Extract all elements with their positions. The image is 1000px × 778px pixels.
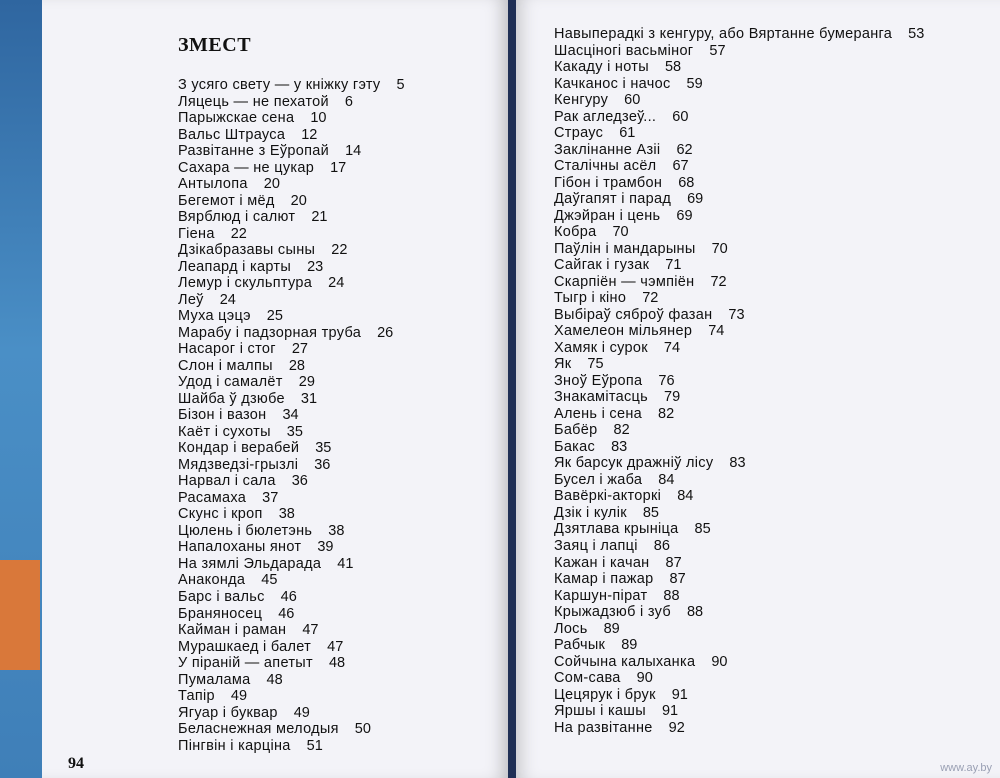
- toc-entry-page: 12: [301, 126, 318, 143]
- toc-entry-page: 74: [708, 323, 725, 340]
- toc-entry-page: 50: [354, 721, 371, 738]
- toc-entry-title: Каршун-пірат: [554, 587, 648, 604]
- toc-entry-page: 84: [658, 471, 675, 488]
- toc-entry-page: 61: [619, 125, 636, 142]
- toc-entry: [554, 637, 924, 654]
- toc-entry: [554, 175, 924, 192]
- toc-entry-title: Вярблюд і салют: [178, 209, 296, 226]
- toc-entry-page: 88: [663, 587, 680, 604]
- toc-entry: [554, 109, 924, 126]
- toc-entry: [554, 439, 924, 456]
- toc-entry-page: 47: [327, 638, 344, 655]
- toc-entry-page: 86: [653, 537, 670, 554]
- toc-entry-title: Какаду і ноты: [554, 59, 649, 76]
- toc-entry-title: Удод і самалёт: [178, 374, 283, 391]
- toc-entry: [178, 242, 405, 259]
- toc-entry-title: Кобра: [554, 224, 597, 241]
- toc-entry: [178, 391, 405, 408]
- toc-entry: [178, 473, 405, 490]
- toc-entry-title: Навыперадкі з кенгуру, або Вяртанне бумеранга: [554, 26, 893, 42]
- toc-entry-page: 46: [278, 605, 295, 622]
- toc-entry: [554, 687, 924, 704]
- toc-entry-title: Беласнежная мелодыя: [178, 721, 339, 738]
- toc-entry-page: 68: [678, 174, 695, 191]
- toc-entry-page: 28: [288, 357, 305, 374]
- toc-entry: [178, 226, 405, 243]
- toc-entry-page: 76: [658, 372, 675, 389]
- toc-entry-title: Расамаха: [178, 489, 247, 506]
- toc-entry-title: Мурашкаед і балет: [178, 638, 312, 655]
- toc-entry-title: Як: [554, 356, 572, 373]
- toc-entry-title: Знакамітасць: [554, 389, 648, 406]
- toc-entry: [178, 556, 405, 573]
- toc-entry: [178, 506, 405, 523]
- toc-entry-title: Кайман і раман: [178, 622, 287, 639]
- page-number: 94: [68, 755, 84, 772]
- toc-entry: [554, 422, 924, 439]
- toc-entry-title: Бусел і жаба: [554, 471, 643, 488]
- toc-entry-page: 70: [612, 224, 629, 241]
- toc-entry: [178, 193, 405, 210]
- toc-entry: [554, 455, 924, 472]
- toc-entry-title: Браняносец: [178, 605, 263, 622]
- toc-entry: [178, 688, 405, 705]
- toc-entry-page: 82: [658, 405, 675, 422]
- toc-entry: [554, 274, 924, 291]
- toc-entry-page: 48: [328, 655, 346, 672]
- toc-entry-page: 38: [328, 522, 345, 539]
- toc-entry-title: Насарог і стог: [178, 341, 276, 358]
- toc-entry-page: 46: [280, 588, 297, 605]
- toc-entry: [554, 654, 924, 671]
- toc-entry-title: Скунс і кроп: [178, 506, 263, 523]
- toc-entry-page: 92: [668, 719, 685, 736]
- toc-entry: [178, 209, 405, 226]
- toc-entry: [178, 275, 405, 292]
- toc-right-list: [554, 26, 924, 736]
- toc-entry-title: Сом-сава: [554, 670, 621, 687]
- toc-entry: [554, 76, 924, 93]
- toc-entry: [178, 94, 405, 111]
- toc-entry-page: 27: [291, 341, 308, 358]
- toc-entry-page: 70: [711, 240, 728, 257]
- toc-entry: [554, 356, 924, 373]
- toc-entry: [554, 125, 924, 142]
- toc-entry-page: 87: [665, 554, 682, 571]
- toc-entry-page: 91: [671, 686, 688, 703]
- toc-entry-title: Кажан і качан: [554, 554, 650, 571]
- toc-entry-page: 85: [642, 504, 659, 521]
- toc-entry-page: 72: [710, 273, 727, 290]
- toc-entry-title: Леапард і карты: [178, 258, 292, 275]
- toc-entry: [178, 721, 405, 738]
- toc-entry: [554, 521, 924, 538]
- toc-entry-title: Скарпіён — чэмпіён: [554, 273, 695, 290]
- toc-entry: [178, 176, 405, 193]
- toc-entry-page: 24: [219, 291, 236, 308]
- toc-entry-title: Цюлень і бюлетэнь: [178, 522, 313, 539]
- toc-entry-page: 90: [636, 670, 653, 687]
- toc-entry-title: Гібон і трамбон: [554, 174, 663, 191]
- toc-entry: [178, 292, 405, 309]
- toc-entry-title: На развітанне: [554, 719, 653, 736]
- toc-entry-page: 59: [686, 75, 703, 92]
- toc-entry-title: Сталічны асёл: [554, 158, 657, 175]
- watermark: www.ay.by: [940, 762, 992, 774]
- toc-entry-page: 69: [687, 191, 704, 208]
- toc-entry: [554, 472, 924, 489]
- toc-entry-page: 60: [672, 108, 689, 125]
- toc-entry-title: Дзятлава крыніца: [554, 521, 679, 538]
- toc-entry: [554, 241, 924, 258]
- toc-entry-page: 20: [263, 176, 280, 193]
- toc-entry-title: Камар і пажар: [554, 571, 654, 588]
- toc-entry: [554, 389, 924, 406]
- toc-entry-title: Тыгр і кіно: [554, 290, 627, 307]
- toc-entry-title: На зямлі Эльдарада: [178, 555, 322, 572]
- toc-entry-page: 10: [310, 110, 327, 127]
- toc-entry: [554, 670, 924, 687]
- toc-entry: [554, 488, 924, 505]
- toc-entry: [178, 639, 405, 656]
- toc-entry-title: Антылопа: [178, 176, 248, 193]
- toc-entry-page: 73: [728, 306, 745, 323]
- toc-entry: [554, 703, 924, 720]
- toc-entry-page: 82: [613, 422, 630, 439]
- toc-entry: [554, 26, 924, 43]
- toc-entry: [178, 374, 405, 391]
- toc-entry: [178, 672, 405, 689]
- toc-entry-page: 38: [278, 506, 295, 523]
- toc-entry-page: 57: [709, 42, 726, 59]
- toc-entry-title: Кенгуру: [554, 92, 609, 109]
- toc-entry-title: Бегемот і мёд: [178, 192, 275, 209]
- toc-entry-page: 36: [314, 456, 331, 473]
- toc-entry-page: 53: [908, 26, 925, 42]
- toc-entry: [178, 705, 405, 722]
- toc-entry-page: 39: [317, 539, 334, 556]
- toc-entry-title: Паўлін і мандарыны: [554, 240, 696, 257]
- toc-entry-page: 21: [311, 209, 328, 226]
- toc-entry-page: 37: [262, 489, 279, 506]
- toc-entry-title: Шасціногі васьміног: [554, 42, 694, 59]
- toc-entry: [178, 589, 405, 606]
- toc-entry-title: Дзік і кулік: [554, 504, 627, 521]
- toc-entry-page: 67: [672, 158, 689, 175]
- toc-entry-page: 41: [337, 555, 354, 572]
- toc-entry: [554, 588, 924, 605]
- toc-entry-title: Лось: [554, 620, 588, 637]
- book-gutter: [508, 0, 516, 778]
- toc-entry-page: 24: [328, 275, 345, 292]
- cover-orange-stripe: [0, 560, 40, 670]
- toc-entry-page: 85: [694, 521, 711, 538]
- toc-entry-title: Мядзведзі-грызлі: [178, 456, 299, 473]
- toc-entry: [178, 110, 405, 127]
- toc-entry-title: Вальс Штрауса: [178, 126, 286, 143]
- toc-entry-title: Каёт і сухоты: [178, 423, 271, 440]
- toc-entry-title: Леў: [178, 291, 204, 308]
- toc-entry-title: Страус: [554, 125, 604, 142]
- toc-entry: [554, 142, 924, 159]
- toc-entry-title: Ляцець — не пехатой: [178, 93, 329, 110]
- toc-entry-title: У піраній — апетыт: [178, 655, 313, 672]
- toc-entry-page: 17: [330, 159, 347, 176]
- toc-entry: [554, 406, 924, 423]
- toc-entry-title: Тапір: [178, 688, 215, 705]
- toc-entry-title: Муха цэцэ: [178, 308, 251, 325]
- toc-entry-title: Гіена: [178, 225, 215, 242]
- toc-entry-page: 22: [331, 242, 348, 259]
- toc-entry-page: 47: [302, 622, 319, 639]
- toc-entry: [554, 505, 924, 522]
- toc-entry-title: Хамяк і сурок: [554, 339, 648, 356]
- toc-entry-title: Рабчык: [554, 637, 606, 654]
- toc-entry-page: 23: [307, 258, 324, 275]
- toc-entry-page: 31: [300, 390, 318, 407]
- toc-entry: [178, 160, 405, 177]
- toc-entry-page: 89: [621, 637, 638, 654]
- toc-entry: [178, 606, 405, 623]
- toc-entry-page: 36: [291, 473, 308, 490]
- toc-entry-title: Крыжадзюб і зуб: [554, 604, 671, 621]
- toc-entry: [178, 127, 405, 144]
- toc-entry-title: Лемур і скульптура: [178, 275, 313, 292]
- toc-entry: [554, 43, 924, 60]
- toc-entry-title: Яршы і кашы: [554, 703, 646, 720]
- toc-entry-title: Марабу і падзорная труба: [178, 324, 362, 341]
- toc-entry: [178, 539, 405, 556]
- toc-entry-page: 87: [669, 571, 686, 588]
- toc-entry: [178, 407, 405, 424]
- toc-entry: [178, 325, 405, 342]
- toc-entry-title: Развітанне з Еўропай: [178, 143, 330, 160]
- toc-entry: [554, 604, 924, 621]
- toc-entry: [554, 538, 924, 555]
- toc-entry-page: 91: [661, 703, 679, 720]
- toc-entry-title: Бабёр: [554, 422, 598, 439]
- toc-entry: [554, 290, 924, 307]
- toc-entry: [554, 555, 924, 572]
- toc-entry-page: 29: [298, 374, 315, 391]
- toc-entry-title: Слон і малпы: [178, 357, 273, 374]
- toc-entry-page: 75: [587, 356, 604, 373]
- toc-entry-title: Кондар і верабей: [178, 440, 300, 457]
- toc-entry-title: Парыжскае сена: [178, 110, 295, 127]
- toc-entry: [178, 341, 405, 358]
- toc-entry-title: Рак агледзеў...: [554, 108, 657, 125]
- toc-entry-page: 79: [664, 389, 681, 406]
- toc-entry-title: Напалоханы янот: [178, 539, 302, 556]
- toc-entry-title: Качканос і начос: [554, 75, 671, 92]
- toc-entry: [178, 572, 405, 589]
- toc-entry: [554, 158, 924, 175]
- toc-entry: [178, 77, 405, 94]
- toc-entry: [554, 191, 924, 208]
- toc-entry-title: Заклінанне Азіі: [554, 141, 661, 158]
- toc-entry-page: 89: [603, 620, 620, 637]
- toc-entry-page: 34: [282, 407, 299, 424]
- toc-entry: [554, 571, 924, 588]
- toc-entry: [554, 323, 924, 340]
- toc-entry: [554, 92, 924, 109]
- toc-entry-title: Ягуар і буквар: [178, 704, 278, 721]
- toc-entry: [178, 259, 405, 276]
- toc-entry-title: Сахара — не цукар: [178, 159, 315, 176]
- toc-entry: [554, 621, 924, 638]
- toc-entry-page: 22: [230, 225, 247, 242]
- toc-entry-page: 26: [377, 324, 394, 341]
- toc-entry: [554, 307, 924, 324]
- toc-entry-page: 60: [624, 92, 641, 109]
- toc-entry: [178, 424, 405, 441]
- toc-entry-title: Вавёркі-акторкі: [554, 488, 662, 505]
- toc-entry-title: Хамелеон мільянер: [554, 323, 693, 340]
- toc-entry-title: Даўгапят і парад: [554, 191, 672, 208]
- toc-entry: [554, 59, 924, 76]
- toc-entry-title: Джэйран і цень: [554, 207, 661, 224]
- toc-entry-page: 51: [306, 737, 323, 754]
- toc-entry-title: Заяц і лапці: [554, 537, 638, 554]
- toc-entry-title: Бізон і вазон: [178, 407, 267, 424]
- toc-entry-title: Пумалама: [178, 671, 251, 688]
- toc-entry-title: Выбіраў сяброў фазан: [554, 306, 713, 323]
- toc-entry-page: 74: [663, 339, 681, 356]
- toc-entry-title: Пінгвін і карціна: [178, 737, 291, 754]
- toc-entry-title: Нарвал і сала: [178, 473, 276, 490]
- toc-entry: [178, 622, 405, 639]
- toc-entry: [178, 440, 405, 457]
- toc-entry-page: 71: [665, 257, 682, 274]
- toc-entry-page: 88: [686, 604, 704, 621]
- toc-entry-title: Сайгак і гузак: [554, 257, 650, 274]
- toc-entry-title: Зноў Еўропа: [554, 372, 643, 389]
- toc-entry-title: Бакас: [554, 438, 596, 455]
- toc-entry-page: 35: [286, 423, 303, 440]
- toc-entry-title: Як барсук дражніў лісу: [554, 455, 714, 472]
- toc-entry-title: Алень і сена: [554, 405, 643, 422]
- toc-entry-page: 25: [266, 308, 283, 325]
- toc-entry: [178, 523, 405, 540]
- toc-entry: [554, 257, 924, 274]
- toc-entry-page: 49: [230, 688, 248, 705]
- toc-entry-page: 48: [266, 671, 283, 688]
- toc-entry-page: 35: [315, 440, 332, 457]
- toc-entry-page: 62: [676, 141, 693, 158]
- toc-entry: [554, 208, 924, 225]
- toc-entry-page: 83: [729, 455, 746, 472]
- toc-entry: [554, 340, 924, 357]
- contents-heading: ЗМЕСТ: [178, 34, 252, 56]
- toc-entry-title: Цецярук і брук: [554, 686, 656, 703]
- toc-entry: [554, 720, 924, 737]
- toc-entry-title: Барс і вальс: [178, 588, 265, 605]
- toc-entry: [178, 655, 405, 672]
- toc-entry-page: 49: [293, 704, 310, 721]
- toc-left-list: [178, 77, 405, 754]
- toc-entry: [178, 490, 405, 507]
- toc-entry-page: 90: [711, 653, 728, 670]
- toc-entry-page: 58: [664, 59, 682, 76]
- toc-entry: [178, 308, 405, 325]
- toc-entry: [178, 358, 405, 375]
- toc-entry: [178, 457, 405, 474]
- toc-entry-page: 20: [290, 192, 307, 209]
- toc-entry-page: 69: [676, 207, 693, 224]
- toc-entry-page: 6: [344, 93, 353, 110]
- toc-entry: [178, 143, 405, 160]
- toc-entry: [178, 738, 405, 755]
- toc-entry-page: 72: [642, 290, 659, 307]
- toc-entry-page: 83: [611, 438, 628, 455]
- toc-entry-page: 45: [261, 572, 278, 589]
- toc-entry-page: 14: [345, 143, 362, 160]
- toc-entry-title: Анаконда: [178, 572, 246, 589]
- toc-entry-page: 84: [677, 488, 694, 505]
- toc-entry-title: Дзікабразавы сыны: [178, 242, 316, 259]
- toc-entry-title: Шайба ў дзюбе: [178, 390, 285, 407]
- toc-entry: [554, 373, 924, 390]
- toc-entry-page: 5: [396, 77, 405, 93]
- toc-entry-title: Сойчына калыханка: [554, 653, 696, 670]
- toc-entry: [554, 224, 924, 241]
- toc-entry-title: З усяго свету — у кніжку гэту: [178, 77, 381, 93]
